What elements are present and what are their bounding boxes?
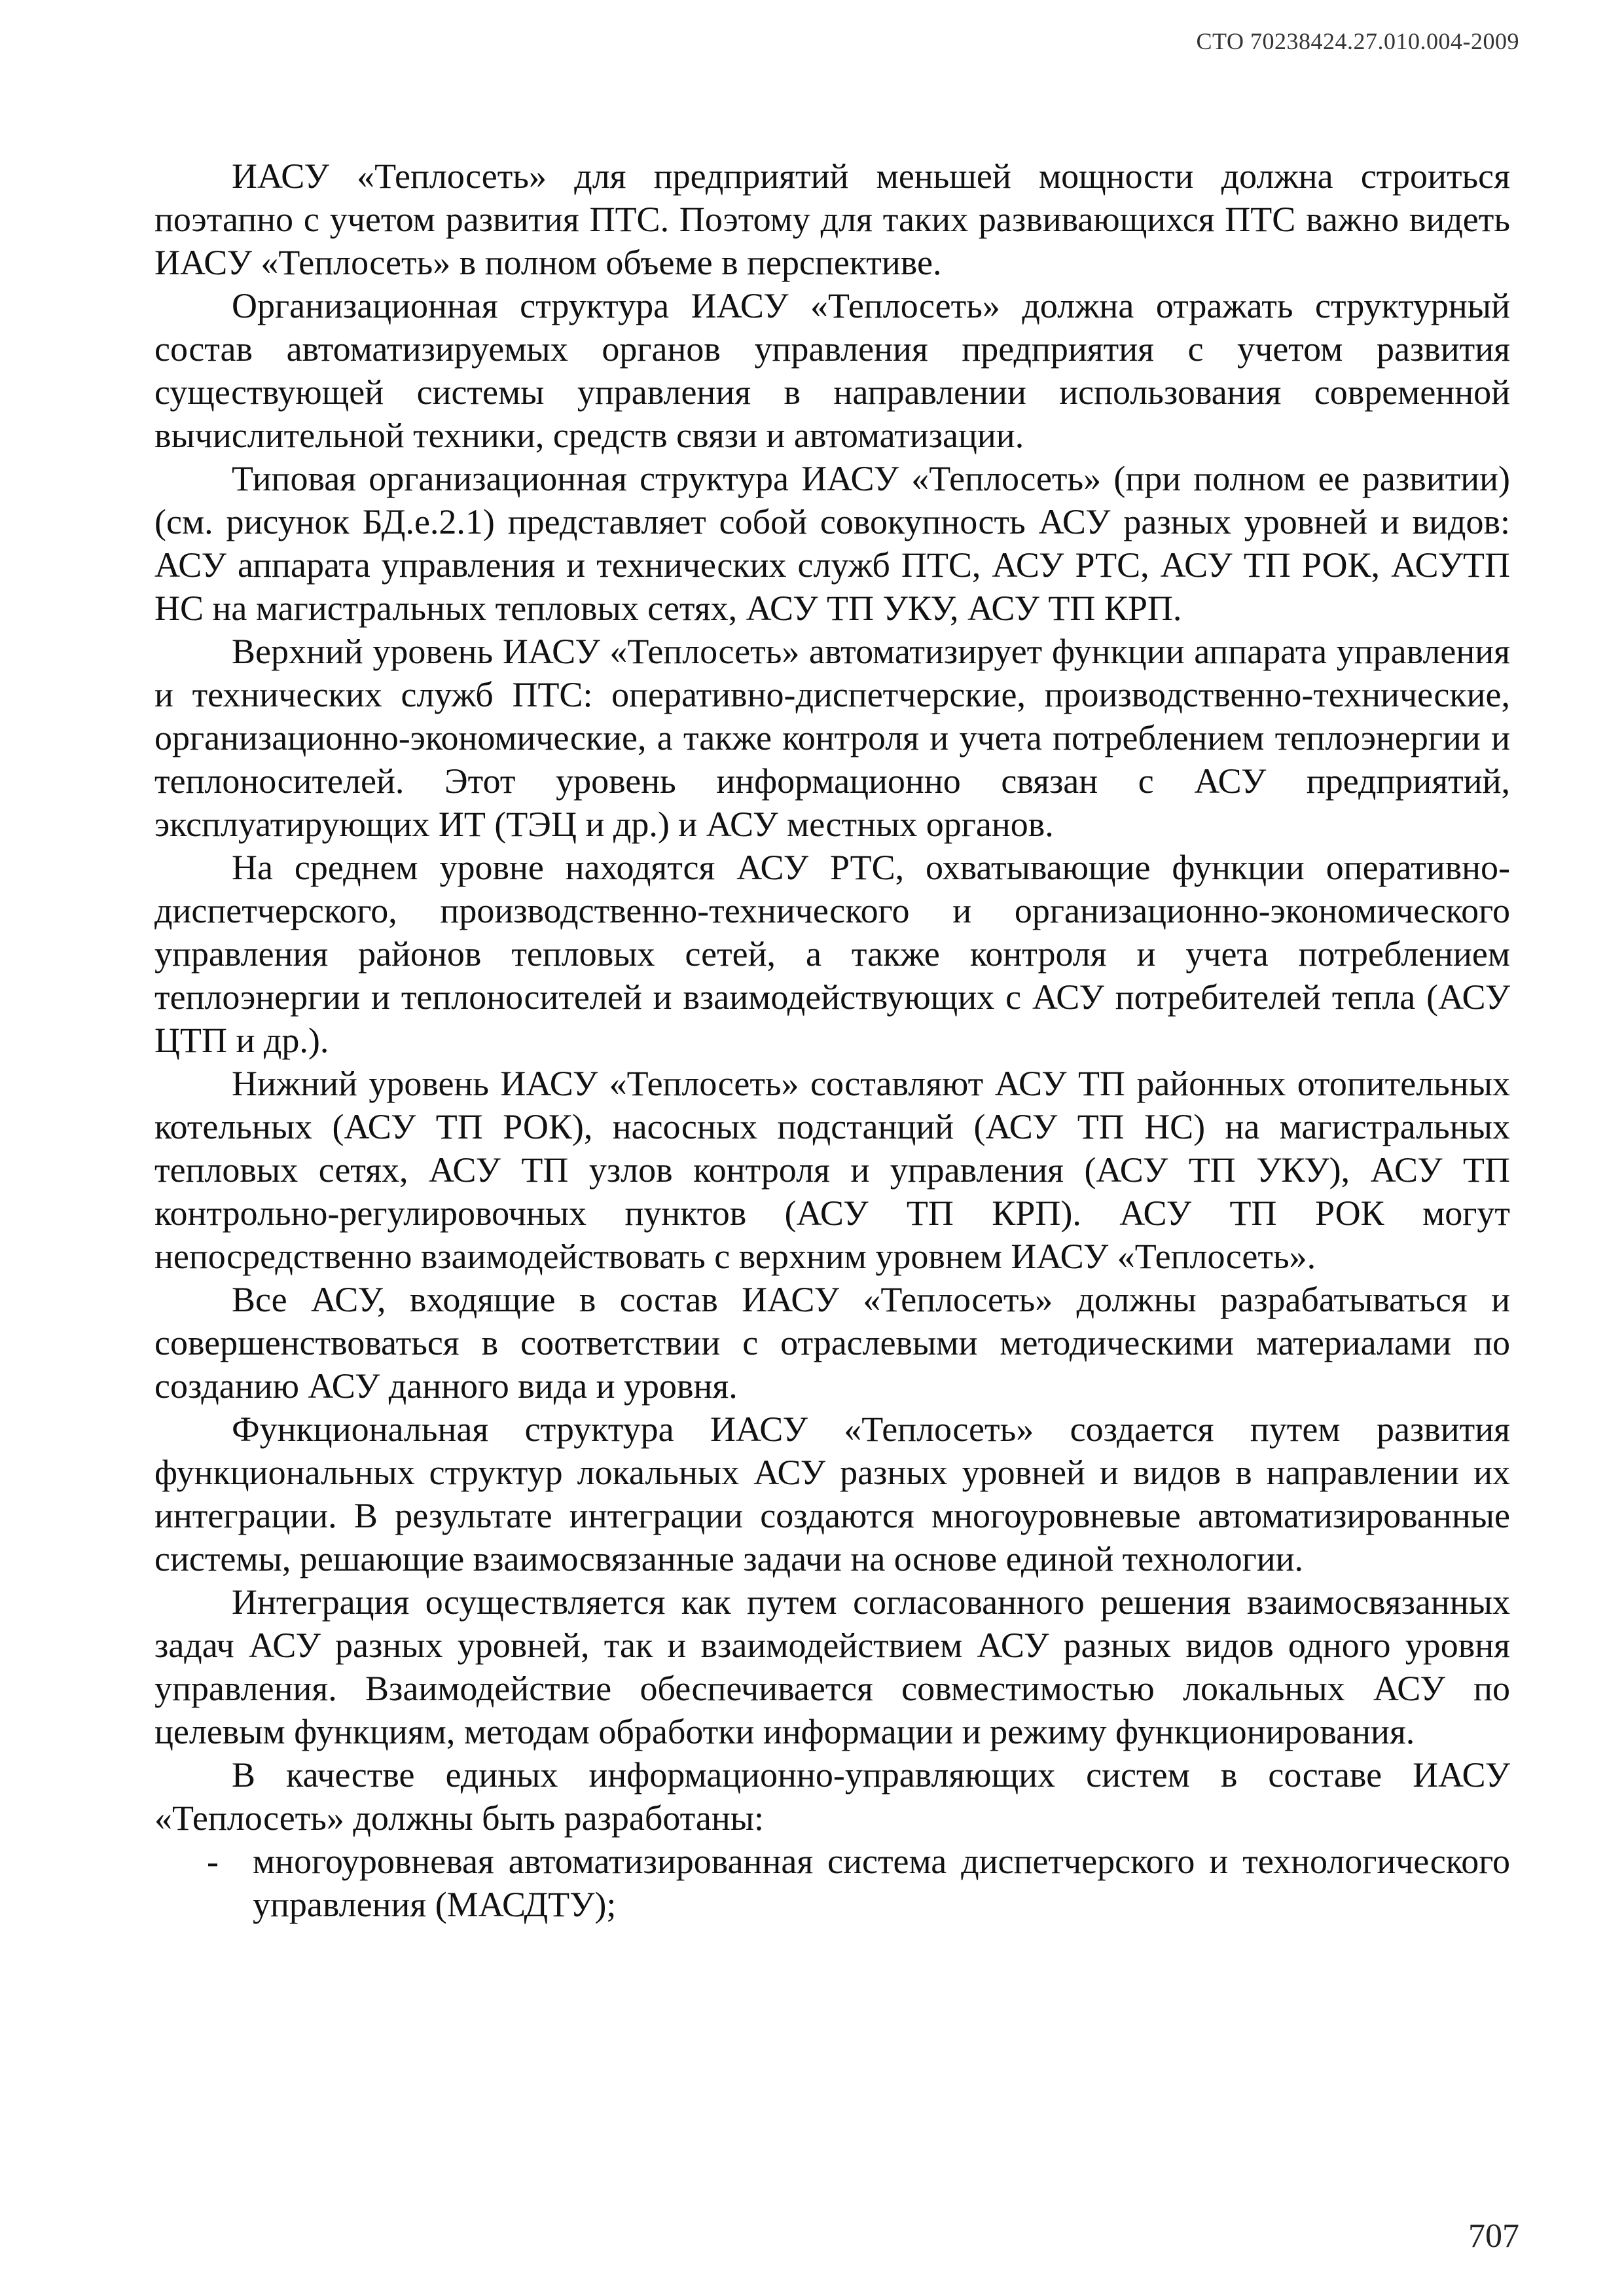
- list-item: [154, 1840, 1510, 1926]
- document-code: СТО 70238424.27.010.004-2009: [1196, 28, 1519, 54]
- paragraph: Типовая организационная структура ИАСУ «Теплосеть» (при полном ее развитии) (см. рисунок БД.е.2.1) представляет собой совокупность АСУ разных уровней и видов: АСУ аппарата управления и технических служб ПТС, АСУ РТС, АСУ ТП РОК, АСУТП НС на магистральных тепловых сетях, АСУ ТП УКУ, АСУ ТП КРП.: [154, 459, 1510, 628]
- paragraph: Нижний уровень ИАСУ «Теплосеть» составляют АСУ ТП районных отопительных котельных (АСУ ТП РОК), насосных подстанций (АСУ ТП НС) на магистральных тепловых сетях, АСУ ТП узлов контроля и управления (АСУ ТП УКУ), АСУ ТП контрольно-регулировочных пунктов (АСУ ТП КРП). АСУ ТП РОК могут непосредственно взаимодействовать с верхним уровнем ИАСУ «Теплосеть».: [154, 1064, 1510, 1276]
- paragraph: В качестве единых информационно-управляющих систем в составе ИАСУ «Теплосеть» должны быть разработаны:: [154, 1755, 1510, 1838]
- list-marker: -: [207, 1842, 219, 1881]
- bullet-list: [154, 1840, 1510, 1926]
- page-number: 707: [1468, 2217, 1519, 2255]
- paragraph: На среднем уровне находятся АСУ РТС, охватывающие функции оперативно-диспетчерского, производственно-технического и организационно-экономического управления районов тепловых сетей, а также контроля и учета потреблением теплоэнергии и теплоносителей и взаимодействующих с АСУ потребителей тепла (АСУ ЦТП и др.).: [154, 848, 1510, 1060]
- paragraph: Интеграция осуществляется как путем согласованного решения взаимосвязанных задач АСУ разных уровней, так и взаимодействием АСУ разных видов одного уровня управления. Взаимодействие обеспечивается совместимостью локальных АСУ по целевым функциям, методам обработки информации и режиму функционирования.: [154, 1582, 1510, 1751]
- paragraph: ИАСУ «Теплосеть» для предприятий меньшей мощности должна строиться поэтапно с учетом развития ПТС. Поэтому для таких развивающихся ПТС важно видеть ИАСУ «Теплосеть» в полном объеме в перспективе.: [154, 156, 1510, 282]
- paragraph: Верхний уровень ИАСУ «Теплосеть» автоматизирует функции аппарата управления и технических служб ПТС: оперативно-диспетчерские, производственно-технические, организационно-экономические, а также контроля и учета потреблением теплоэнергии и теплоносителей. Этот уровень информационно связан с АСУ предприятий, эксплуатирующих ИТ (ТЭЦ и др.) и АСУ местных органов.: [154, 632, 1510, 844]
- list-item-text: многоуровневая автоматизированная система диспетчерского и технологического управления (МАСДТУ);: [253, 1842, 1510, 1924]
- paragraph: Функциональная структура ИАСУ «Теплосеть» создается путем развития функциональных структур локальных АСУ разных уровней и видов в направлении их интеграции. В результате интеграции создаются многоуровневые автоматизированные системы, решающие взаимосвязанные задачи на основе единой технологии.: [154, 1410, 1510, 1578]
- body-text: [154, 155, 1510, 1926]
- paragraph: Все АСУ, входящие в состав ИАСУ «Теплосеть» должны разрабатываться и совершенствоваться в соответствии с отраслевыми методическими материалами по созданию АСУ данного вида и уровня.: [154, 1280, 1510, 1406]
- paragraph: Организационная структура ИАСУ «Теплосеть» должна отражать структурный состав автоматизируемых органов управления предприятия с учетом развития существующей системы управления в направлении использования современной вычислительной техники, средств связи и автоматизации.: [154, 286, 1510, 455]
